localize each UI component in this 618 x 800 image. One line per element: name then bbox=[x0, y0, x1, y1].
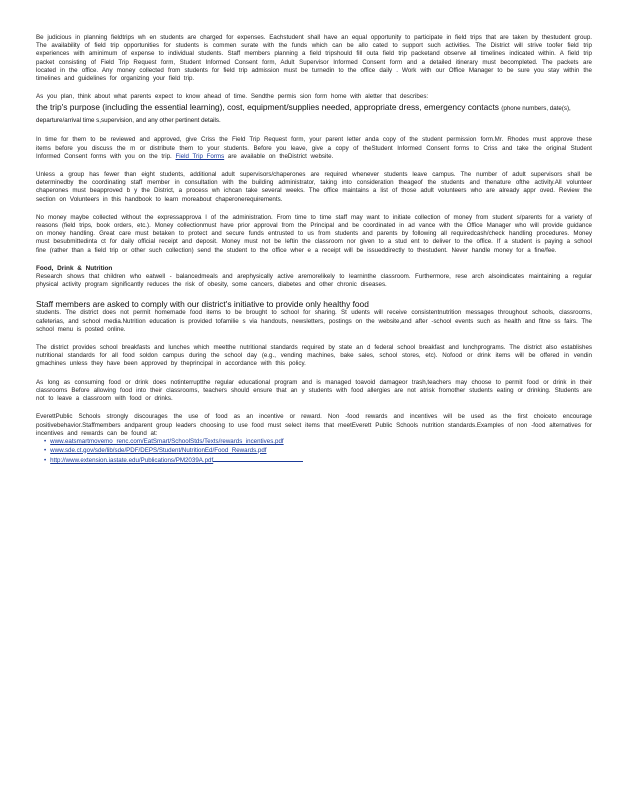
ct-food-rewards-link[interactable]: www.sde.ct.gov/sde/lib/sde/PDF/DEPS/Student/NutritionEd/Food_Rewards.pdf bbox=[50, 446, 267, 454]
resource-links-list bbox=[36, 438, 592, 466]
resource-link-item bbox=[44, 455, 592, 466]
field-trip-planning-paragraph: Be judicious in planning fieldtrips wh en students are charged for expenses. Eachstudent shall have an equal opportunity to participate in field trips that are taken by thestudent group. The availability of field trip opportunities for students is commen surate with the funds which can be allo cated to support such activities. The District will strive toofer field trip experiences with aminimum of expense to individual students. Staff members planning a field tripshould fill outa field trip packetand observe all timelines indicated within. A field trip packet consisting of Field Trip Request form, Student Informed Consent form, Adult Supervisor Informed Consent form and a detailed itinerary must becompleted. The packets are located in the office. Any money collected from students for field trip admission must be turnedin to the office daily . Work with our Office Manager to be sure you stay within the timelines and guidelines for organizing your field trip. bbox=[36, 34, 592, 83]
document-page bbox=[36, 34, 592, 466]
classroom-food-paragraph: As long as consuming food or drink does notinterruptthe regular educational program and is managed toavoid damageor trash,teachers may choose to permit food or drink in their classrooms Before allowing food into their classrooms, teachers should ensure that an y students with food allergies are not atrisk fromother students eating or drinking. Students are not to leave a classroom with food or drinks. bbox=[36, 378, 592, 403]
parent-letter-details: (phone numbers, date(s), departure/arrival time s,supervision, and any other pertinent details. bbox=[36, 105, 571, 125]
approval-text-end: are available on theDistrict website. bbox=[227, 152, 334, 160]
money-collection-paragraph: No money maybe collected without the expressapprova l of the administration. From time to time staff may want to initiate collection of money from student s/parents for a variety of reasons (field trips, book orders, etc.). Money collectionmust have prior approval from the Principal and be coordinated in ad vance with the Office Manager who will provide guidance on money handling. Great care must betaken to protect and secure funds entrusted to us from students and parents by following all requiredcash/check handling procedures. Money must besubmittedinta ct for daily official receipt and deposit. Money must not be leftin the classroom nor given to a stud ent to deliver to the office. If a student is paying a school fine (rather than a field trip or other such collection) send the student to the office wher e a receipt will be issueddirectly to thestudent. Never handle money for a fine/fee. bbox=[36, 213, 592, 254]
healthy-food-initiative-heading: Staff members are asked to comply with our district's initiative to provide only healthy food bbox=[36, 299, 369, 310]
resource-link-item bbox=[44, 447, 592, 456]
homemade-food-paragraph: students. The district does not permit homemade food items to be brought to school for sharing. St udents will receive consistentnutrition messages throughout schools, classrooms, cafeterias, and school media.Nutrition education is provided tofamilie s via handouts, newsletters, postings on the website,and after -school events such as health and fitne ss fairs. The school menu is posted online. bbox=[36, 309, 592, 333]
parent-letter-contents-text: the trip's purpose (including the essential learning), cost, equipment/supplies needed, appropriate dress, emergency contacts bbox=[36, 102, 499, 113]
resource-link-item bbox=[44, 438, 592, 447]
parent-letter-paragraph bbox=[36, 93, 592, 126]
chaperone-paragraph: Unless a group has fewer than eight students, additional adult supervisors/chaperones are required whenever students leave campus. The number of adult supervisors shall be determinedby the coordinating staff member in consultation with the building administrator, taking into consideration theageof the students and thenature ofthe activity.All volunteer chaperones must beapproved b y the District, a process wh ichcan take several weeks. The office maintains a list of those adult volunteers who are already appr oved. Review the section on Volunteers in this handbook to learn moreabout chaperonerequirements. bbox=[36, 171, 592, 203]
approval-text: In time for them to be reviewed and approved, give Criss the Field Trip Request form, your parent letter anda copy of the student permission form.Mr. Rhodes must approve these items before you discuss the m or distribute them to your students. Before you leave, give a copy of theStudent Informed Consent forms to Criss and take the original Student Informed Consent forms with you on the trip. bbox=[36, 136, 592, 160]
food-incentive-paragraph: EverettPublic Schools strongly discourages the use of food as an incentive or reward. Non -food rewards and incentives will be used as the first choiceto encourage positivebehavior.Staffmembers andparent group leaders choosing to use food must select items that meetEverett Public Schools nutrition standards.Examples of non -food alternatives for incentives and rewards can be found at: bbox=[36, 413, 592, 437]
parent-letter-contents bbox=[36, 102, 592, 126]
approval-paragraph bbox=[36, 136, 592, 161]
eatsmart-rewards-link[interactable]: www.eatsmartmovemo renc.com/EatSmart/SchoolStds/Texts/rewards_incentives.pdf bbox=[50, 437, 284, 445]
link-underline-decoration bbox=[213, 455, 303, 462]
iastate-publication-link[interactable]: http://www.extension.iastate.edu/Publications/PM2039A.pdf bbox=[50, 457, 214, 465]
field-trip-forms-link[interactable]: Field Trip Forms bbox=[175, 152, 225, 160]
parent-letter-intro: As you plan, think about what parents expect to know ahead of time. Sendthe permis sion form home with aletter that describes: bbox=[36, 93, 429, 101]
nutrition-research-paragraph: Research shows that children who eatwell - balancedmeals and arephysically active aremorelikely to learninthe classroom. Furthermore, rese arch alsoindicates maintaining a regular physical activity program significantly reduces the risk of obesity, some cancers, diabetes and other chronic diseases. bbox=[36, 273, 592, 289]
food-drink-nutrition-heading: Food, Drink & Nutrition bbox=[36, 264, 113, 272]
breakfast-lunch-paragraph: The district provides school breakfasts and lunches which meetthe nutritional standards required by state an d federal school breakfast and lunchprograms. The district also establishes nutritional standards for all food soldon campus during the school day (e.g., vending machines, bake sales, school stores, etc). Nofood or drink items will be offered in vendin gmachines unless they have been approved by theprincipal in accordance with this policy. bbox=[36, 344, 592, 368]
